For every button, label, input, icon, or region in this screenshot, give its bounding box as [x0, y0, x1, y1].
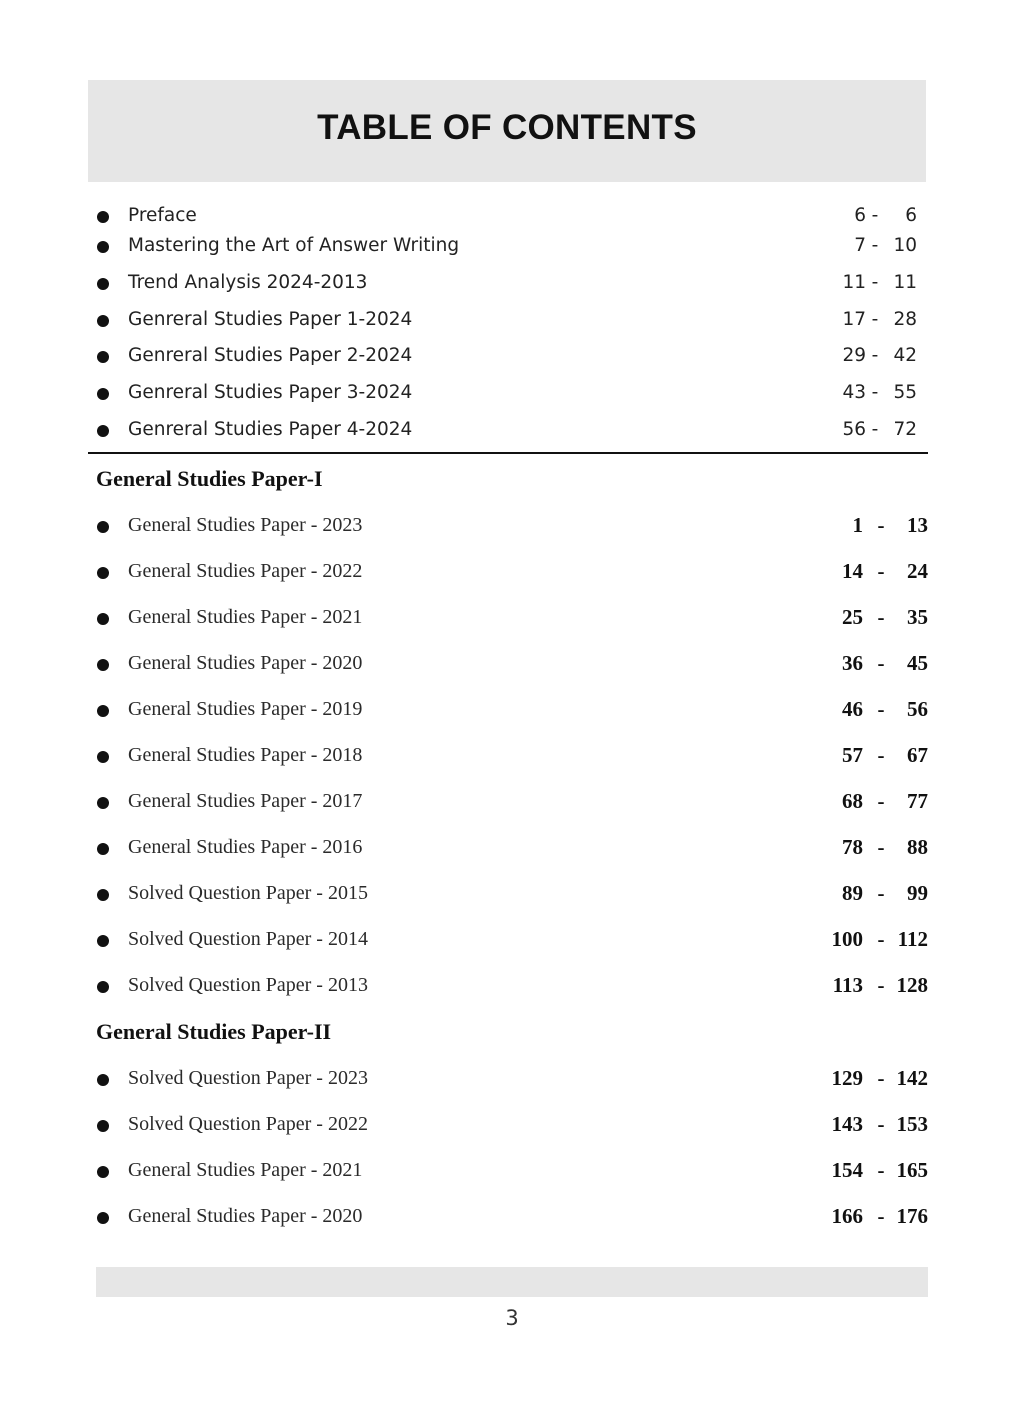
page-start: 113: [832, 973, 863, 997]
page-end: 13: [907, 513, 928, 537]
page-separator: -: [877, 1066, 885, 1090]
toc-entry: [0, 1157, 1024, 1187]
bullet-icon: [97, 935, 109, 947]
page-separator: -: [877, 651, 885, 675]
page-end: 10: [893, 235, 917, 256]
page-end: 77: [907, 789, 928, 813]
page-start: 56: [842, 419, 866, 440]
page-start: 43: [842, 382, 866, 403]
page-end: 6: [905, 205, 917, 226]
bullet-icon: [97, 388, 109, 400]
toc-entry: [0, 604, 1024, 634]
page-separator: -: [877, 513, 885, 537]
page-separator: -: [877, 927, 885, 951]
bullet-icon: [97, 705, 109, 717]
page-end: 165: [896, 1158, 928, 1182]
bullet-icon: [97, 843, 109, 855]
entry-label: General Studies Paper - 2022: [128, 560, 363, 582]
entry-label: Genreral Studies Paper 4-2024: [128, 419, 413, 440]
footer-band: [96, 1267, 928, 1297]
page-start: 78: [842, 835, 863, 859]
page-end: 153: [896, 1112, 928, 1136]
entry-label: General Studies Paper - 2018: [128, 744, 363, 766]
page-start: 68: [842, 789, 863, 813]
toc-entry: [0, 834, 1024, 864]
toc-entry: [0, 379, 1024, 409]
entry-label: Solved Question Paper - 2014: [128, 928, 368, 950]
toc-entry: [0, 416, 1024, 446]
entry-label: Solved Question Paper - 2015: [128, 882, 368, 904]
page-end: 142: [896, 1066, 928, 1090]
page-start: 100: [831, 927, 863, 951]
page-separator: -: [877, 697, 885, 721]
page-start: 11: [842, 272, 866, 293]
page-start: 25: [842, 605, 863, 629]
entry-label: Genreral Studies Paper 3-2024: [128, 382, 413, 403]
bullet-icon: [97, 751, 109, 763]
entry-label: General Studies Paper - 2019: [128, 698, 363, 720]
page-separator: -: [871, 205, 879, 226]
entry-label: Preface: [128, 205, 197, 226]
entry-label: Genreral Studies Paper 2-2024: [128, 345, 413, 366]
bullet-icon: [97, 425, 109, 437]
toc-entry: [0, 202, 1024, 232]
page-end: 128: [896, 973, 928, 997]
page-end: 11: [893, 272, 917, 293]
bullet-icon: [97, 797, 109, 809]
page-start: 6: [854, 205, 866, 226]
entry-label: Solved Question Paper - 2013: [128, 974, 368, 996]
toc-entry: [0, 742, 1024, 772]
toc-entry: [0, 972, 1024, 1002]
page-end: 112: [897, 927, 928, 951]
toc-entry: [0, 512, 1024, 542]
page-start: 29: [842, 345, 866, 366]
page-separator: -: [871, 309, 879, 330]
bullet-icon: [97, 889, 109, 901]
page-number: 3: [505, 1306, 519, 1330]
page-separator: -: [877, 789, 885, 813]
entry-label: Genreral Studies Paper 1-2024: [128, 309, 413, 330]
section-heading: General Studies Paper-II: [96, 1019, 332, 1044]
entry-label: General Studies Paper - 2023: [128, 514, 363, 536]
entry-label: General Studies Paper - 2016: [128, 836, 363, 858]
page-start: 154: [831, 1158, 863, 1182]
page-start: 1: [852, 513, 863, 537]
bullet-icon: [97, 351, 109, 363]
page-separator: -: [877, 1204, 885, 1228]
bullet-icon: [97, 567, 109, 579]
page-start: 17: [842, 309, 866, 330]
toc-entry: [0, 1065, 1024, 1095]
bullet-icon: [97, 1212, 109, 1224]
entry-label: General Studies Paper - 2020: [128, 652, 363, 674]
page-start: 36: [842, 651, 863, 675]
page-separator: -: [871, 235, 879, 256]
section-divider: [88, 452, 928, 454]
page-separator: -: [871, 419, 879, 440]
entry-label: Trend Analysis 2024-2013: [128, 272, 368, 293]
bullet-icon: [97, 1120, 109, 1132]
page-separator: -: [877, 1112, 885, 1136]
page-separator: -: [877, 605, 885, 629]
toc-entry: [0, 650, 1024, 680]
page-start: 129: [831, 1066, 863, 1090]
toc-entry: [0, 788, 1024, 818]
entry-label: General Studies Paper - 2021: [128, 606, 363, 628]
toc-entry: [0, 306, 1024, 336]
page-end: 72: [893, 419, 917, 440]
page-end: 56: [907, 697, 928, 721]
page-start: 89: [842, 881, 863, 905]
page-end: 176: [896, 1204, 928, 1228]
entry-label: Solved Question Paper - 2022: [128, 1113, 368, 1135]
page-start: 14: [842, 559, 863, 583]
page-end: 35: [907, 605, 928, 629]
page-end: 45: [907, 651, 928, 675]
toc-entry: [0, 1203, 1024, 1233]
bullet-icon: [97, 1166, 109, 1178]
bullet-icon: [97, 241, 109, 253]
entry-label: General Studies Paper - 2021: [128, 1159, 363, 1181]
bullet-icon: [97, 278, 109, 290]
toc-entry: [0, 696, 1024, 726]
page-separator: -: [877, 1158, 885, 1182]
page-separator: -: [877, 835, 885, 859]
bullet-icon: [97, 521, 109, 533]
toc-entry: [0, 269, 1024, 299]
page-separator: -: [877, 559, 885, 583]
bullet-icon: [97, 211, 109, 223]
bullet-icon: [97, 315, 109, 327]
page-end: 42: [893, 345, 917, 366]
page-start: 57: [842, 743, 863, 767]
page-end: 28: [893, 309, 917, 330]
page-start: 7: [854, 235, 866, 256]
page-separator: -: [877, 973, 885, 997]
toc-entry: [0, 558, 1024, 588]
entry-label: General Studies Paper - 2020: [128, 1205, 363, 1227]
bullet-icon: [97, 981, 109, 993]
page-separator: -: [871, 345, 879, 366]
page-separator: -: [877, 881, 885, 905]
toc-entry: [0, 926, 1024, 956]
page-start: 166: [831, 1204, 863, 1228]
page-end: 24: [907, 559, 928, 583]
entry-label: General Studies Paper - 2017: [128, 790, 363, 812]
bullet-icon: [97, 659, 109, 671]
toc-entry: [0, 880, 1024, 910]
page-end: 99: [907, 881, 928, 905]
toc-entry: [0, 1111, 1024, 1141]
bullet-icon: [97, 613, 109, 625]
bullet-icon: [97, 1074, 109, 1086]
page-separator: -: [877, 743, 885, 767]
page-end: 55: [893, 382, 917, 403]
page-separator: -: [871, 272, 879, 293]
page-start: 46: [842, 697, 863, 721]
toc-entry: [0, 342, 1024, 372]
entry-label: Mastering the Art of Answer Writing: [128, 235, 460, 256]
section-heading: General Studies Paper-I: [96, 466, 323, 491]
page-separator: -: [871, 382, 879, 403]
title-band: [88, 80, 926, 182]
toc-entry: [0, 232, 1024, 262]
page-title: TABLE OF CONTENTS: [317, 108, 697, 147]
page-end: 67: [907, 743, 928, 767]
page-start: 143: [831, 1112, 863, 1136]
entry-label: Solved Question Paper - 2023: [128, 1067, 368, 1089]
page-end: 88: [907, 835, 928, 859]
